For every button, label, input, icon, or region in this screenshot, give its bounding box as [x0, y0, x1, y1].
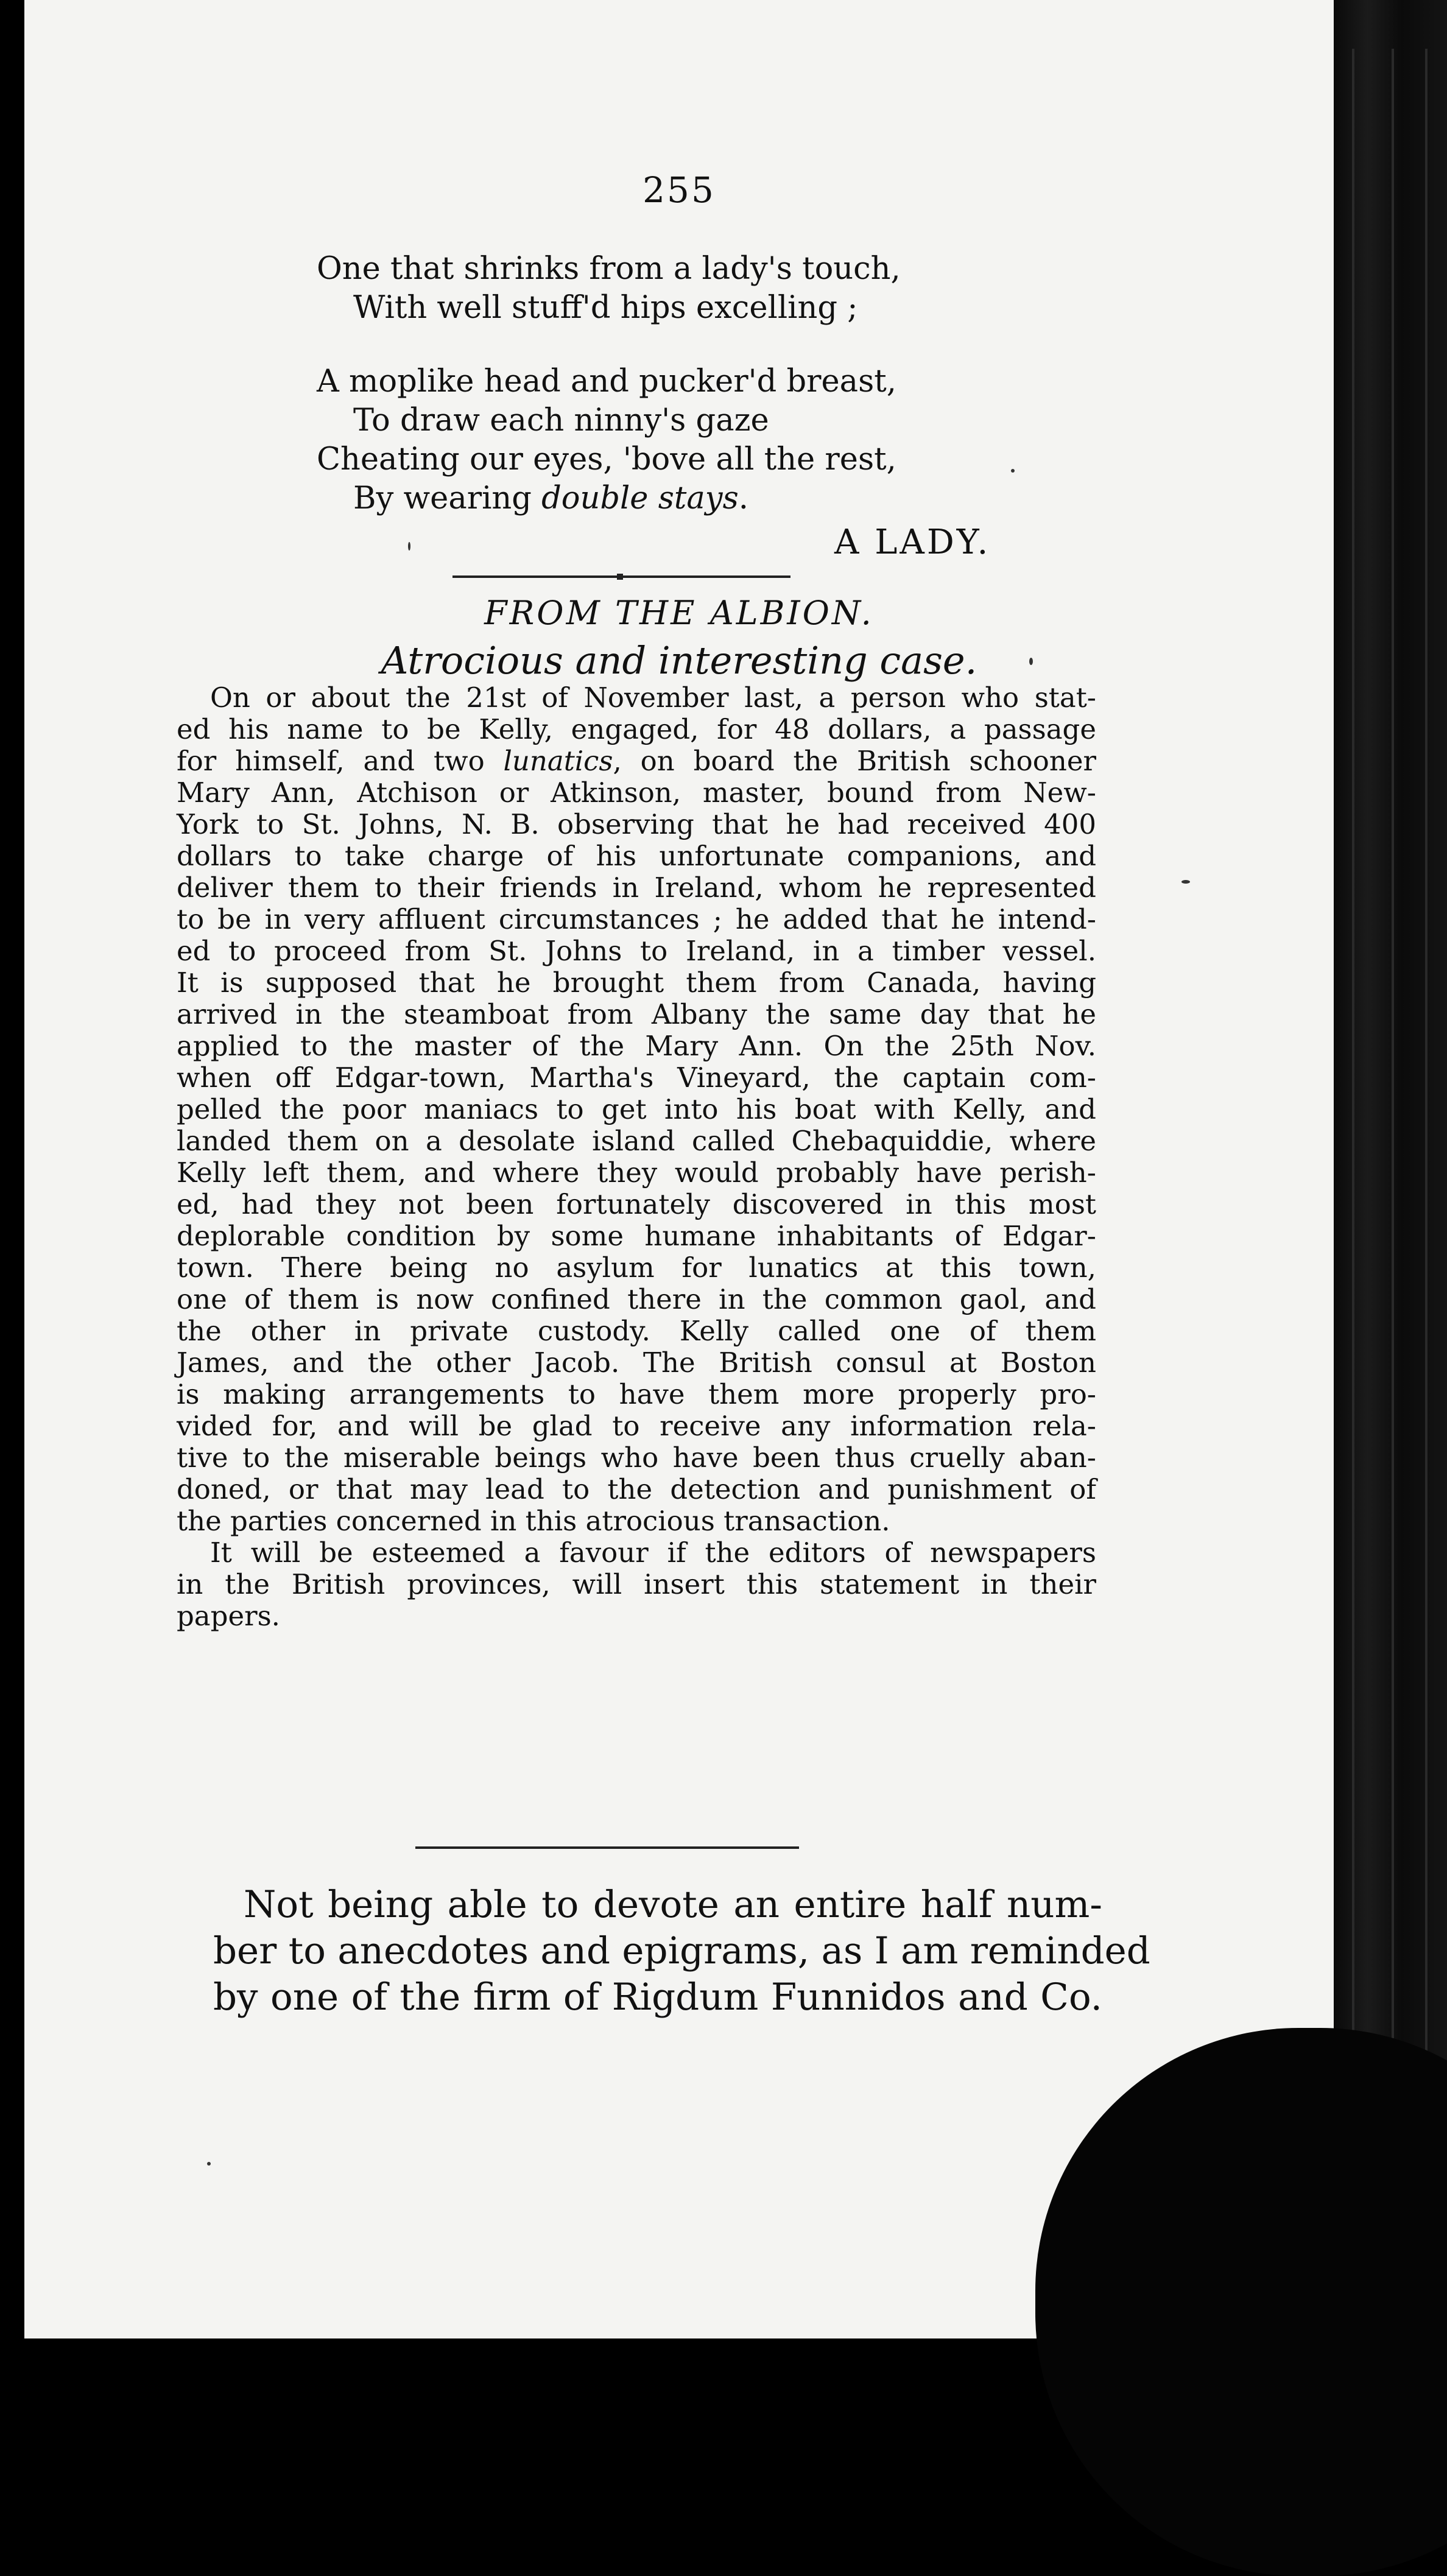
- article-line: arrived in the steamboat from Albany the same day that he: [177, 998, 1096, 1030]
- article-line: It is supposed that he brought them from Canada, having: [177, 966, 1096, 999]
- article-line: Kelly left them, and where they would probably have perish-: [177, 1156, 1096, 1189]
- poem-line: A moplike head and pucker'd breast,: [317, 364, 896, 399]
- article-line: York to St. Johns, N. B. observing that he had received 400: [177, 808, 1096, 840]
- closing-paragraph: [213, 1882, 1150, 2021]
- edge-line: [1352, 49, 1354, 2302]
- article-line: doned, or that may lead to the detection and punishment of: [177, 1473, 1096, 1505]
- article-line: On or about the 21st of November last, a person who stat-: [210, 681, 1096, 714]
- page-number: 255: [643, 169, 716, 211]
- article-line: papers.: [177, 1600, 280, 1632]
- poem-signature: A LADY.: [834, 523, 991, 562]
- paper-speck: [207, 2162, 211, 2166]
- article-line: landed them on a desolate island called Chebaquiddie, where: [177, 1125, 1096, 1157]
- closing-line: Not being able to devote an entire half num-: [244, 1883, 1102, 1926]
- edge-line: [1392, 49, 1394, 2302]
- italic-emphasis: double stays: [541, 480, 739, 516]
- paper-speck: [1181, 880, 1190, 884]
- article-line: deliver them to their friends in Ireland, whom he represented: [177, 871, 1096, 904]
- article-line: one of them is now confined there in the common gaol, and: [177, 1283, 1096, 1315]
- article-line: for himself, and two lunatics, on board the British schooner: [177, 745, 1096, 777]
- paper-speck: [408, 542, 410, 551]
- article-line: deplorable condition by some humane inhabitants of Edgar-: [177, 1220, 1096, 1252]
- section-title: Atrocious and interesting case.: [381, 638, 977, 683]
- article-line: town. There being no asylum for lunatics at this town,: [177, 1251, 1096, 1284]
- section-divider: [415, 1846, 799, 1849]
- article-line: vided for, and will be glad to receive any information rela-: [177, 1410, 1096, 1442]
- article-line: to be in very affluent circumstances ; he added that he intend-: [177, 903, 1096, 935]
- poem-line: One that shrinks from a lady's touch,: [317, 251, 901, 287]
- poem-stanza: [317, 250, 901, 328]
- italic-emphasis: lunatics: [503, 745, 613, 777]
- article-line: ed, had they not been fortunately discovered in this most: [177, 1188, 1096, 1220]
- article-line: It will be esteemed a favour if the editors of newspapers: [210, 1536, 1096, 1569]
- section-source: FROM THE ALBION.: [484, 594, 874, 632]
- article-line: pelled the poor maniacs to get into his boat with Kelly, and: [177, 1093, 1096, 1125]
- article-line: applied to the master of the Mary Ann. On the 25th Nov.: [177, 1030, 1096, 1062]
- article-line: when off Edgar-town, Martha's Vineyard, the captain com-: [177, 1061, 1096, 1094]
- section-divider: [452, 575, 790, 578]
- closing-line: ber to anecdotes and epigrams, as I am reminded: [213, 1929, 1150, 1972]
- article-body: [177, 682, 1096, 1632]
- article-line: Mary Ann, Atchison or Atkinson, master, bound from New-: [177, 776, 1096, 809]
- article-line: James, and the other Jacob. The British consul at Boston: [177, 1346, 1096, 1379]
- poem-stanza: [317, 362, 896, 518]
- paper-speck: [1011, 469, 1015, 473]
- article-line: ed his name to be Kelly, engaged, for 48 dollars, a passage: [177, 713, 1096, 745]
- article-line: is making arrangements to have them more properly pro-: [177, 1378, 1096, 1410]
- book-page: [24, 0, 1334, 2338]
- poem-line: With well stuff'd hips excelling ;: [353, 290, 858, 326]
- paper-speck: [1029, 658, 1033, 665]
- article-line: in the British provinces, will insert this statement in their: [177, 1568, 1096, 1600]
- poem-line: Cheating our eyes, 'bove all the rest,: [317, 442, 896, 477]
- article-line: ed to proceed from St. Johns to Ireland, in a timber vessel.: [177, 935, 1096, 967]
- poem-line: To draw each ninny's gaze: [353, 403, 769, 438]
- poem-line: By wearing double stays.: [353, 480, 748, 516]
- closing-line: by one of the firm of Rigdum Funnidos and Co.: [213, 1976, 1102, 2019]
- book-edge: [1334, 0, 1447, 2338]
- divider-ornament: [617, 574, 623, 580]
- article-line: the parties concerned in this atrocious transaction.: [177, 1505, 890, 1537]
- article-line: the other in private custody. Kelly called one of them: [177, 1315, 1096, 1347]
- edge-line: [1425, 49, 1428, 2302]
- article-line: tive to the miserable beings who have been thus cruelly aban-: [177, 1441, 1096, 1474]
- article-line: dollars to take charge of his unfortunate companions, and: [177, 840, 1096, 872]
